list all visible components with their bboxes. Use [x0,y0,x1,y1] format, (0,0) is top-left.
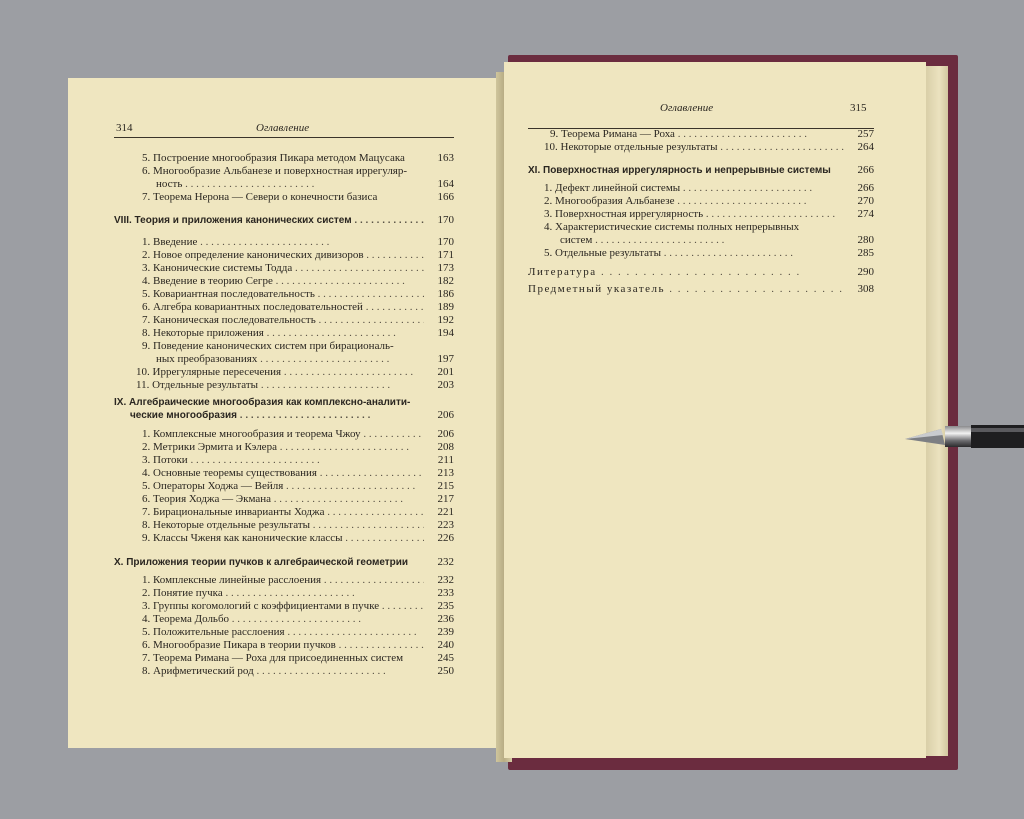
toc-entry [128,262,454,275]
toc-entry-title: 2. Многообразия Альбанезе . . . [544,195,844,208]
toc-entry [128,314,454,327]
toc-entry-title: 6. Теория Ходжа — Экмана . . . [142,493,424,506]
toc-entry-page: 163 [437,152,454,164]
toc-entry [128,574,454,587]
toc-entry [528,247,874,260]
toc-entry [128,249,454,262]
toc-entry-title: 10. Иррегулярные пересечения . . . [136,366,424,379]
toc-entry-title: 3. Поверхностная иррегулярность . . . [544,208,844,221]
toc-entry [128,467,454,480]
toc-entry [128,191,454,204]
toc-entry-title: 1. Комплексные многообразия и теорема Чжоу . . . [142,428,424,441]
toc-entry [128,379,454,392]
toc-entry [128,353,454,366]
toc-entry-title: ческие многообразия . . . [130,409,424,422]
toc-entry-page: 186 [437,288,454,300]
toc-entry [528,221,874,234]
toc-entry-title: систем . . . [560,234,844,247]
toc-entry-page: 236 [437,613,454,625]
toc-entry-title: VIII. Теория и приложения канонических систем . . . [114,214,424,227]
toc-entry [128,178,454,191]
toc-entry [128,409,454,422]
toc-entry [128,493,454,506]
toc-entry [128,480,454,493]
toc-entry-page: 280 [857,234,874,246]
toc-entry-page: 166 [437,191,454,203]
toc-entry [114,556,454,569]
toc-entry-page: 308 [857,283,874,295]
toc-entry [128,441,454,454]
toc-entry [128,288,454,301]
right-toc [528,128,874,378]
left-page-number: 314 [116,122,133,134]
toc-entry [128,626,454,639]
toc-entry [528,141,874,154]
toc-entry-title: 6. Многообразие Пикара в теории пучков . . . [142,639,424,652]
toc-entry-title: 4. Основные теоремы существования . . . [142,467,424,480]
toc-entry-page: 203 [437,379,454,391]
toc-entry-title: X. Приложения теории пучков к алгебраической геометрии [114,557,409,568]
toc-entry-page: 217 [437,493,454,505]
toc-entry-page: 171 [437,249,454,261]
toc-entry-page: 285 [857,247,874,259]
left-header-rule [114,137,454,138]
toc-entry-page: 290 [857,266,874,278]
toc-entry [128,327,454,340]
toc-entry-page: 206 [437,409,454,421]
left-page [68,78,500,748]
toc-entry-page: 173 [437,262,454,274]
toc-entry-title: 6. Многообразие Альбанезе и поверхностная иррегуляр- [142,165,408,177]
toc-entry-title: 7. Теорема Нерона — Севери о конечности базиса [142,191,378,203]
toc-entry-page: 235 [437,600,454,612]
toc-entry [128,639,454,652]
toc-entry [128,613,454,626]
toc-entry-page: 274 [857,208,874,220]
toc-entry-page: 221 [437,506,454,518]
toc-entry [128,506,454,519]
toc-entry-page: 257 [857,128,874,140]
toc-entry [128,428,454,441]
toc-entry [528,195,874,208]
toc-entry-title: 9. Классы Чженя как канонические классы . . . [142,532,424,545]
toc-entry-title: 1. Дефект линейной системы . . . [544,182,844,195]
toc-entry-page: 208 [437,441,454,453]
toc-entry [128,275,454,288]
toc-entry-page: 264 [857,141,874,153]
toc-entry-page: 211 [437,454,454,466]
toc-entry-title: 11. Отдельные результаты . . . [136,379,424,392]
toc-entry-title: ных преобразованиях . . . [156,353,424,366]
toc-entry-page: 194 [437,327,454,339]
toc-entry-title: 3. Группы когомологий с коэффициентами в пучке . . . [142,600,424,613]
toc-entry [128,165,454,178]
toc-entry-page: 233 [437,587,454,599]
toc-entry [128,532,454,545]
toc-entry-page: 182 [437,275,454,287]
toc-entry [128,236,454,249]
toc-entry [128,652,454,665]
toc-entry-page: 170 [437,236,454,248]
toc-entry-page: 232 [437,574,454,586]
toc-entry-title: 5. Операторы Ходжа — Вейля . . . [142,480,424,493]
toc-entry-title: 8. Некоторые приложения . . . [142,327,424,340]
toc-entry-title: 4. Введение в теорию Сегре . . . [142,275,424,288]
toc-entry-title: XI. Поверхностная иррегулярность и непрерывные системы [528,165,831,176]
toc-entry-page: 266 [857,164,874,176]
toc-entry [128,665,454,678]
page-edges [926,66,948,756]
toc-entry [114,396,454,409]
toc-entry-title: Предметный указатель . . . [528,283,844,296]
toc-entry [528,234,874,247]
toc-entry [128,340,454,353]
toc-entry-title: 2. Новое определение канонических дивизоров . . . [142,249,424,262]
toc-entry-page: 239 [437,626,454,638]
pen-icon [905,423,1024,449]
toc-entry [128,366,454,379]
toc-entry [128,587,454,600]
toc-entry-title: 7. Теорема Римана — Роха для присоединенных систем [142,652,404,664]
toc-entry-title: 5. Ковариантная последовательность . . . [142,288,424,301]
toc-entry-title: 5. Отдельные результаты . . . [544,247,844,260]
right-page-number: 315 [850,102,867,114]
toc-entry-title: 7. Каноническая последовательность . . . [142,314,424,327]
left-running-title: Оглавление [256,122,310,134]
toc-entry [128,454,454,467]
toc-entry-title: 2. Метрики Эрмита и Кэлера . . . [142,441,424,454]
toc-entry [128,600,454,613]
toc-entry-page: 189 [437,301,454,313]
toc-entry-page: 192 [437,314,454,326]
toc-entry-title: 1. Введение . . . [142,236,424,249]
toc-entry-page: 197 [437,353,454,365]
toc-entry-title: 5. Построение многообразия Пикара методом Мацусака [142,152,405,164]
left-toc [114,152,454,722]
toc-entry [128,301,454,314]
right-running-title: Оглавление [660,102,714,114]
toc-entry-page: 226 [437,532,454,544]
toc-entry-page: 223 [437,519,454,531]
toc-entry-title: 4. Теорема Дольбо . . . [142,613,424,626]
toc-entry-title: 4. Характеристические системы полных непрерывных [544,221,800,233]
toc-entry-title: 1. Комплексные линейные расслоения . . . [142,574,424,587]
toc-entry [114,214,454,227]
toc-entry [528,266,874,279]
toc-entry-title: 2. Понятие пучка . . . [142,587,424,600]
toc-entry-title: 9. Теорема Римана — Роха . . . [550,128,844,141]
toc-entry-title: 8. Арифметический род . . . [142,665,424,678]
toc-entry-page: 206 [437,428,454,440]
toc-entry-title: ность . . . [156,178,424,191]
toc-entry-title: 10. Некоторые отдельные результаты . . . [544,141,844,154]
toc-entry-title: 8. Некоторые отдельные результаты . . . [142,519,424,532]
toc-entry [528,128,874,141]
toc-entry-title: IX. Алгебраические многообразия как комплексно-аналити- [114,397,411,408]
toc-entry-title: 7. Бирациональные инварианты Ходжа . . . [142,506,424,519]
toc-entry-title: Литература . . . [528,266,844,279]
toc-entry [128,519,454,532]
toc-entry-title: 3. Потоки . . . [142,454,424,467]
toc-entry [528,182,874,195]
toc-entry-page: 170 [437,214,454,226]
toc-entry [528,208,874,221]
toc-entry-title: 3. Канонические системы Тодда . . . [142,262,424,275]
toc-entry-title: 5. Положительные расслоения . . . [142,626,424,639]
toc-entry [128,152,454,165]
toc-entry-page: 201 [437,366,454,378]
toc-entry-title: 6. Алгебра ковариантных последовательностей . . . [142,301,424,314]
toc-entry-page: 213 [437,467,454,479]
right-page [504,62,926,758]
toc-entry-page: 245 [437,652,454,664]
toc-entry-page: 250 [437,665,454,677]
toc-entry-page: 164 [437,178,454,190]
toc-entry-page: 240 [437,639,454,651]
toc-entry [528,164,874,177]
toc-entry-page: 270 [857,195,874,207]
toc-entry-page: 266 [857,182,874,194]
toc-entry [528,283,874,296]
toc-entry-page: 215 [437,480,454,492]
toc-entry-page: 232 [437,556,454,568]
toc-entry-title: 9. Поведение канонических систем при бирациональ- [142,340,394,352]
